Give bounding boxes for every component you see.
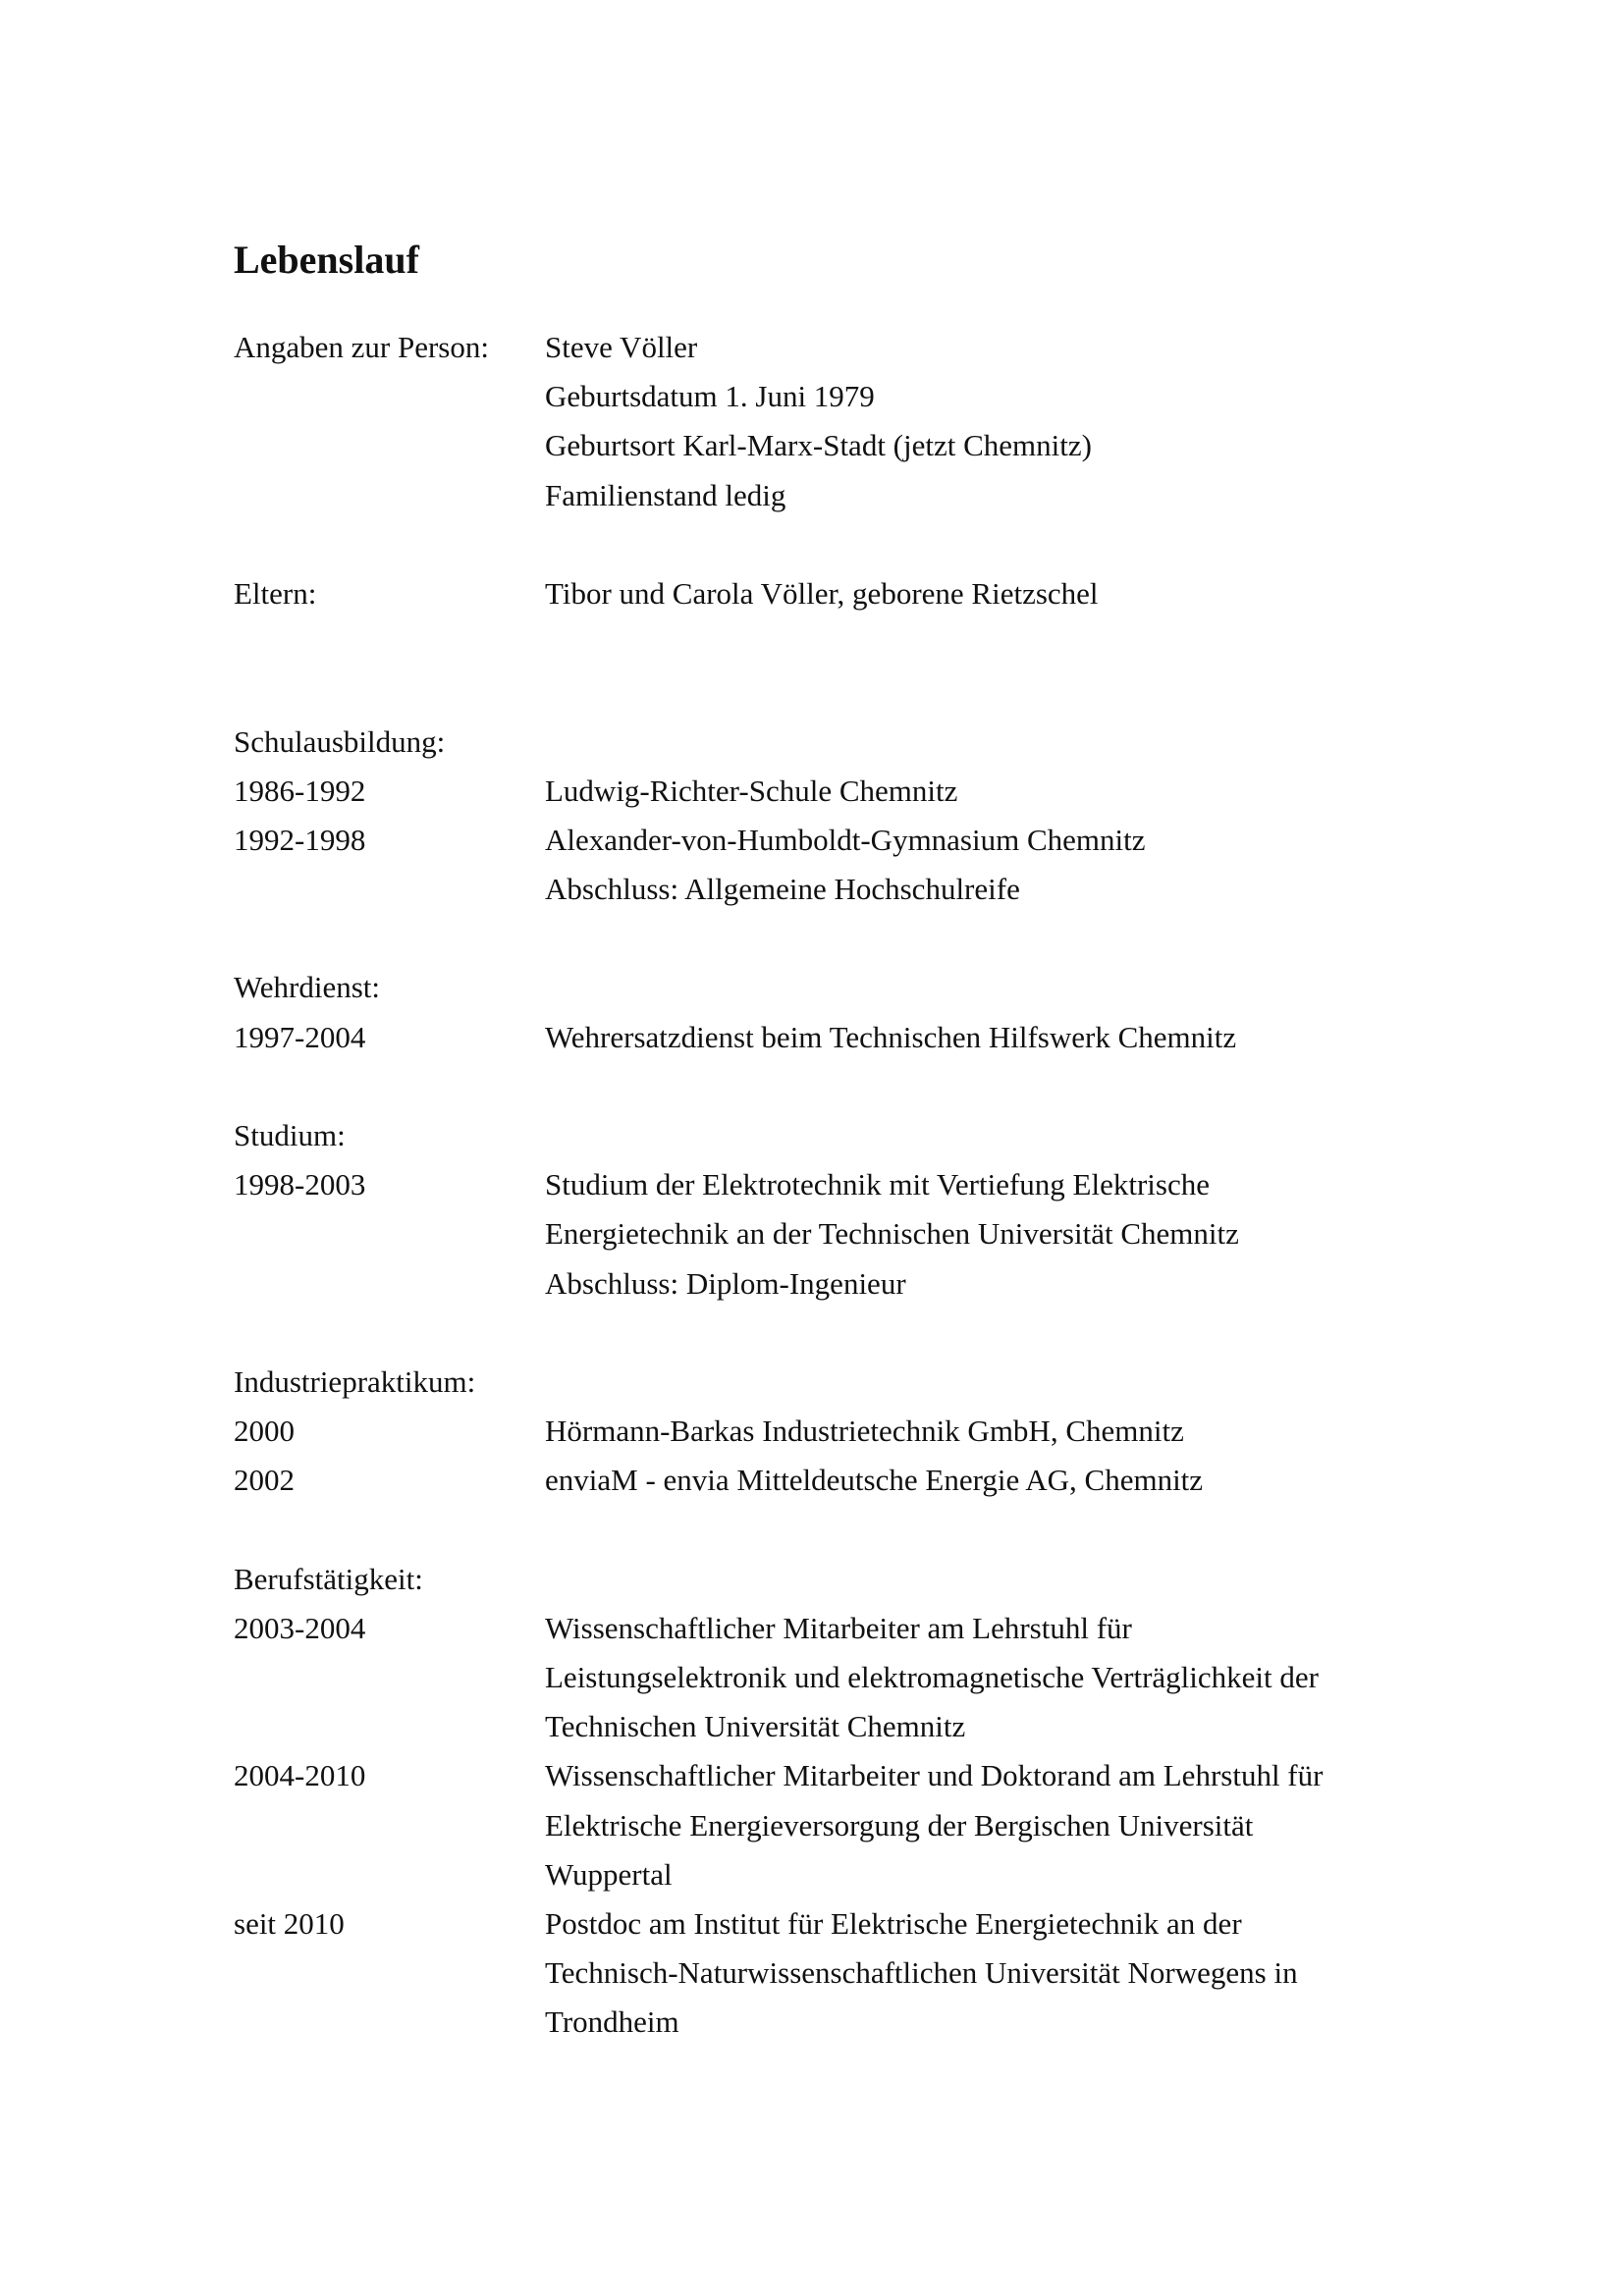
entry-text: Abschluss: Allgemeine Hochschulreife (545, 872, 1020, 907)
entry-text: Leistungselektronik und elektromagnetische Verträglichkeit der (545, 1660, 1319, 1695)
entry-text: Wissenschaftlicher Mitarbeiter am Lehrstuhl für (545, 1610, 1132, 1645)
section-heading-career: Berufstätigkeit: (234, 1561, 423, 1596)
entry-text: Wuppertal (545, 1856, 673, 1892)
entry-date: 1986-1992 (234, 773, 366, 808)
entry-text: Hörmann-Barkas Industrietechnik GmbH, Chemnitz (545, 1414, 1184, 1449)
page-title: Lebenslauf (234, 238, 419, 282)
parents-row (234, 569, 1412, 618)
entry-text: Ludwig-Richter-Schule Chemnitz (545, 773, 958, 808)
career-row (234, 1604, 1412, 1653)
entry-text: Postdoc am Institut für Elektrische Energietechnik an der (545, 1906, 1242, 1941)
section-heading-study: Studium: (234, 1118, 346, 1152)
internship-row (234, 1407, 1412, 1456)
entry-date: 2003-2004 (234, 1610, 366, 1645)
school-row (234, 767, 1412, 816)
career-row (234, 1751, 1412, 1800)
birth-date: Geburtsdatum 1. Juni 1979 (545, 379, 875, 414)
service-row (234, 1013, 1412, 1062)
entry-text: Abschluss: Diplom-Ingenieur (545, 1265, 906, 1301)
entry-date: 1998-2003 (234, 1167, 366, 1202)
entry-text: Elektrische Energieversorgung der Bergischen Universität (545, 1807, 1254, 1842)
career-row (234, 1899, 1412, 1949)
parents-label: Eltern: (234, 575, 317, 611)
birth-place: Geburtsort Karl-Marx-Stadt (jetzt Chemnitz) (545, 428, 1092, 463)
entry-text: Technischen Universität Chemnitz (545, 1709, 966, 1744)
entry-text: enviaM - envia Mitteldeutsche Energie AG, Chemnitz (545, 1463, 1204, 1498)
school-row (234, 816, 1412, 865)
entry-text: Technisch-Naturwissenschaftlichen Universität Norwegens in (545, 1955, 1298, 1991)
study-row (234, 1160, 1412, 1209)
entry-text: Energietechnik an der Technischen Universität Chemnitz (545, 1216, 1239, 1252)
entry-text: Studium der Elektrotechnik mit Vertiefung Elektrische (545, 1167, 1210, 1202)
section-heading-school: Schulausbildung: (234, 723, 446, 759)
marital-status: Familienstand ledig (545, 477, 786, 512)
parents-value: Tibor und Carola Völler, geborene Rietzschel (545, 575, 1099, 611)
entry-text: Trondheim (545, 2004, 679, 2040)
entry-text: Alexander-von-Humboldt-Gymnasium Chemnitz (545, 822, 1146, 857)
section-heading-internship: Industriepraktikum: (234, 1363, 476, 1399)
person-label: Angaben zur Person: (234, 330, 489, 364)
entry-date: 2004-2010 (234, 1758, 366, 1793)
internship-row (234, 1456, 1412, 1505)
entry-text: Wissenschaftlicher Mitarbeiter und Doktorand am Lehrstuhl für (545, 1758, 1324, 1793)
entry-date: 2000 (234, 1414, 295, 1449)
entry-date: seit 2010 (234, 1906, 345, 1941)
cv-body (234, 323, 1412, 2048)
person-name: Steve Völler (545, 330, 698, 364)
entry-date: 1992-1998 (234, 822, 366, 857)
entry-date: 2002 (234, 1463, 295, 1498)
entry-date: 1997-2004 (234, 1019, 366, 1054)
entry-text: Wehrersatzdienst beim Technischen Hilfswerk Chemnitz (545, 1019, 1237, 1054)
person-row (234, 323, 1412, 372)
section-heading-service: Wehrdienst: (234, 970, 381, 1005)
